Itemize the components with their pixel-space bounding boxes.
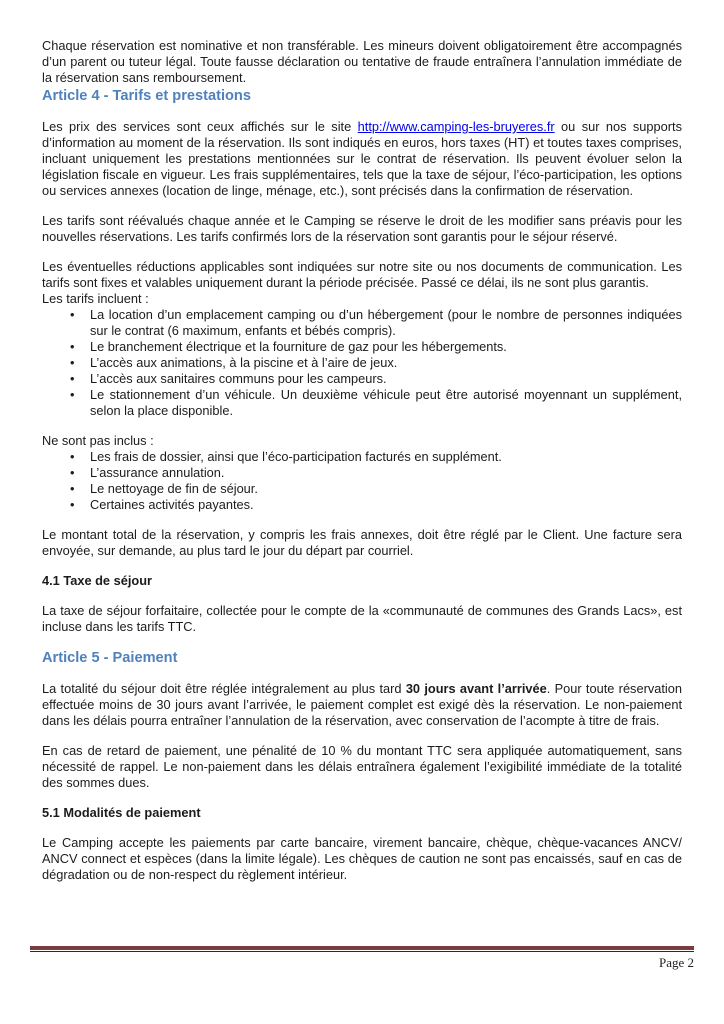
footer-rule-thick bbox=[30, 946, 694, 950]
paragraph-paiement-delai bbox=[42, 681, 682, 729]
heading-4-1-taxe-de-sejour: 4.1 Taxe de séjour bbox=[42, 573, 153, 588]
label-tarifs-incluent: Les tarifs incluent : bbox=[42, 291, 149, 306]
paragraph-prices bbox=[42, 119, 682, 199]
page-footer bbox=[30, 946, 694, 971]
list-item: • Le branchement électrique et la fourniture de gaz pour les hébergements. bbox=[42, 339, 682, 355]
paragraph-tariff-revaluation: Les tarifs sont réévalués chaque année et le Camping se réserve le droit de les modifier sans préavis pour les nouvelles réservations. Les tarifs confirmés lors de la réservation sont garantis pour le séjour réservé. bbox=[42, 213, 682, 244]
document-body bbox=[42, 38, 682, 897]
paragraph-reservation-nominative: Chaque réservation est nominative et non transférable. Les mineurs doivent obligatoirement être accompagnés d’un parent ou tuteur légal. Toute fausse déclaration ou tentative de fraude entraînera l’annulation immédiate de la réservation sans remboursement. bbox=[42, 38, 682, 85]
list-item: • L’accès aux sanitaires communs pour les campeurs. bbox=[42, 371, 682, 387]
heading-article-5: Article 5 - Paiement bbox=[42, 650, 178, 666]
list-item: • Les frais de dossier, ainsi que l’éco-participation facturés en supplément. bbox=[42, 449, 682, 465]
list-tarifs-incluent bbox=[42, 307, 682, 419]
paragraph-modalites-paiement: Le Camping accepte les paiements par carte bancaire, virement bancaire, chèque, chèque-vacances ANCV/ ANCV connect et espèces (dans la limite légale). Les chèques de caution ne sont pas encaissés, sauf en cas de dégradation ou de non-respect du règlement intérieur. bbox=[42, 835, 682, 882]
list-item: • L’assurance annulation. bbox=[42, 465, 682, 481]
list-non-inclus bbox=[42, 449, 682, 513]
paragraph-prices-pre: Les prix des services sont ceux affichés sur le site bbox=[42, 119, 358, 134]
paragraph-penalite-retard: En cas de retard de paiement, une pénalité de 10 % du montant TTC sera appliquée automatiquement, sans nécessité de rappel. Le non-paiement dans les délais entraînera également l’exigibilité immédiate de la totalité des sommes dues. bbox=[42, 743, 682, 790]
footer-rule-thin bbox=[30, 951, 694, 952]
paragraph-paiement-post: . Pour toute réservation effectuée moins de 30 jours avant l’arrivée, le paiement complet est exigé dès la réservation. Le non-paiement dans les délais pourra entraîner l’annulation de la réservation, avec conservation de l’acompte à titre de frais. bbox=[42, 681, 682, 728]
list-item: • L’accès aux animations, à la piscine et à l’aire de jeux. bbox=[42, 355, 682, 371]
page-number: Page 2 bbox=[658, 955, 694, 970]
label-non-inclus: Ne sont pas inclus : bbox=[42, 433, 154, 448]
paragraph-prices-post: ou sur nos supports d’information au moment de la réservation. Ils sont indiqués en euros, hors taxes (HT) et toutes taxes comprises, incluant uniquement les prestations mentionnées sur le contrat de réservation. Ils peuvent évoluer selon la législation fiscale en vigueur. Les frais supplémentaires, tels que la taxe de séjour, l’éco-participation, les options ou services annexes (location de linge, ménage, etc.), sont précisés dans la confirmation de réservation. bbox=[42, 119, 682, 198]
paragraph-taxe-de-sejour: La taxe de séjour forfaitaire, collectée pour le compte de la «communauté de communes des Grands Lacs», est incluse dans les tarifs TTC. bbox=[42, 603, 682, 634]
list-item: • Le stationnement d’un véhicule. Un deuxième véhicule peut être autorisé moyennant un supplément, selon la place disponible. bbox=[42, 387, 682, 419]
paragraph-montant-total: Le montant total de la réservation, y compris les frais annexes, doit être réglé par le Client. Une facture sera envoyée, sur demande, au plus tard le jour du départ par courriel. bbox=[42, 527, 682, 558]
paragraph-reductions: Les éventuelles réductions applicables sont indiquées sur notre site ou nos documents de communication. Les tarifs sont fixes et valables uniquement durant la période précisée. Passé ce délai, ils ne sont plus garantis. bbox=[42, 259, 682, 290]
paiement-deadline-bold: 30 jours avant l’arrivée bbox=[405, 681, 547, 696]
list-item: • La location d’un emplacement camping ou d’un hébergement (pour le nombre de personnes indiquées sur le contrat (6 maximum, enfants et bébés compris). bbox=[42, 307, 682, 339]
camping-website-link[interactable]: http://www.camping-les-bruyeres.fr bbox=[357, 119, 555, 134]
paragraph-paiement-pre: La totalité du séjour doit être réglée intégralement au plus tard bbox=[42, 681, 406, 696]
list-item: • Le nettoyage de fin de séjour. bbox=[42, 481, 682, 497]
heading-article-4: Article 4 - Tarifs et prestations bbox=[42, 88, 251, 104]
list-item: • Certaines activités payantes. bbox=[42, 497, 682, 513]
heading-5-1-modalites-paiement: 5.1 Modalités de paiement bbox=[42, 805, 201, 820]
